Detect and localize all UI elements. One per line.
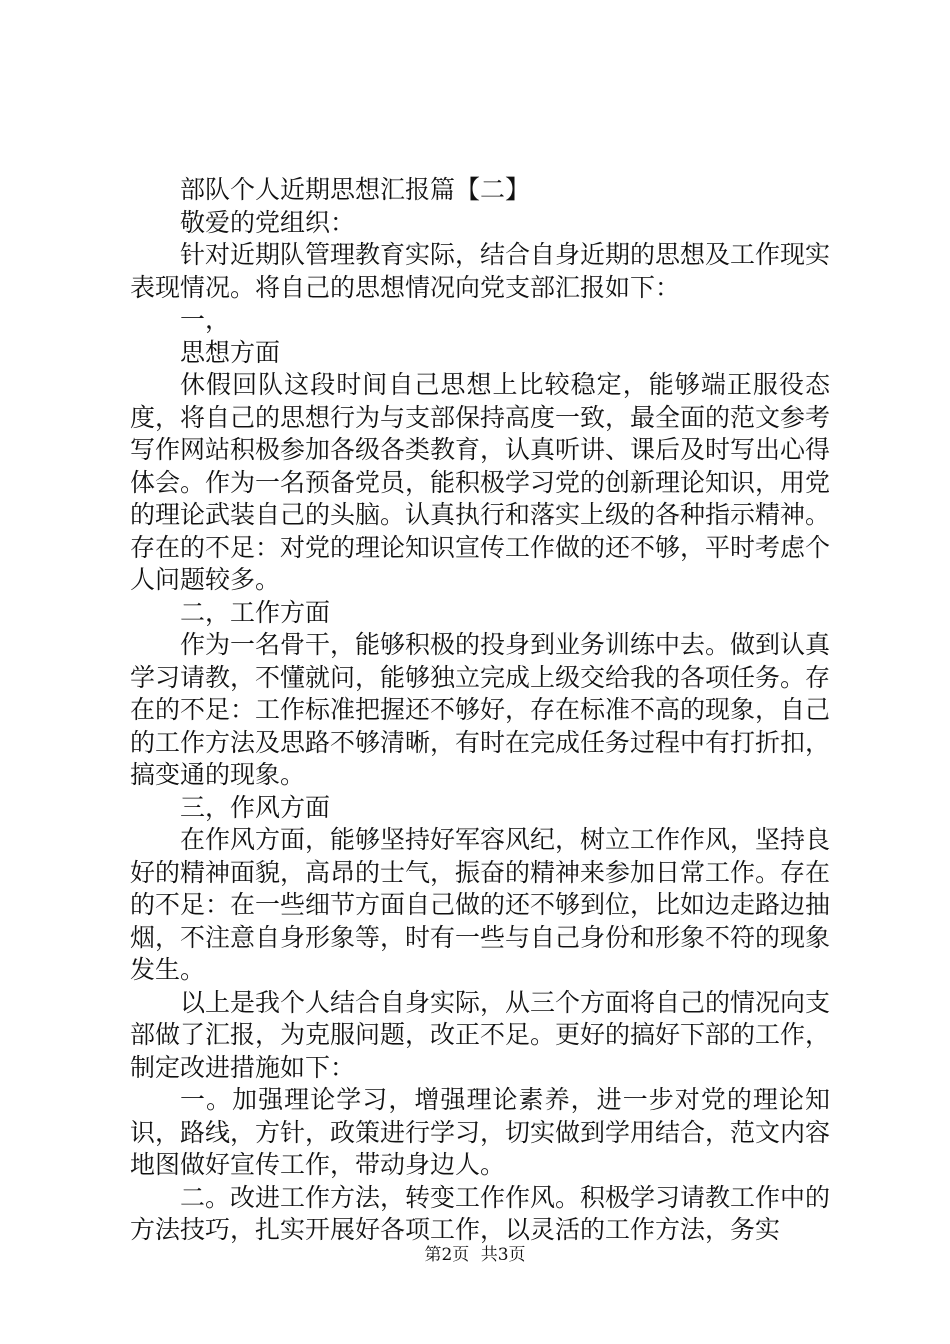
page-total: 共3页: [480, 1245, 526, 1265]
measure-1-paragraph: 一。加强理论学习，增强理论素养，进一步对党的理论知识，路线，方针，政策进行学习，切实做到学用结合，范文内容地图做好宣传工作，带动身边人。: [130, 1085, 831, 1179]
section-1-heading: 思想方面: [180, 337, 281, 367]
page-footer: [0, 1245, 950, 1265]
document-body: [130, 174, 830, 1247]
summary-paragraph: 以上是我个人结合自身实际，从三个方面将自己的情况向支部做了汇报，为克服问题，改正不足。更好的搞好下部的工作，制定改进措施如下：: [130, 987, 831, 1082]
page-number: 第2页: [424, 1245, 470, 1265]
section-3-body: 在作风方面，能够坚持好军容风纪，树立工作作风，坚持良好的精神面貌，高昂的士气，振奋的精神来参加日常工作。存在的不足：在一些细节方面自己做的还不够到位，比如边走路边抽烟，不注意自身形象等，时有一些与自己身份和形象不符的现象发生。: [130, 825, 831, 984]
section-3-heading: 三，作风方面: [180, 792, 331, 822]
measure-2-paragraph: 二。改进工作方法，转变工作作风。积极学习请教工作中的方法技巧，扎实开展好各项工作，以灵活的工作方法，务实: [130, 1182, 831, 1244]
section-1-number: 一，: [180, 305, 231, 334]
section-1-body: 休假回队这段时间自己思想上比较稳定，能够端正服役态度，将自己的思想行为与支部保持高度一致，最全面的范文参考写作网站积极参加各级各类教育，认真听讲、课后及时写出心得体会。作为一名预备党员，能积极学习党的创新理论知识，用党的理论武装自己的头脑。认真执行和落实上级的各种指示精神。存在的不足：对党的理论知识宣传工作做的还不够，平时考虑个人问题较多。: [130, 370, 831, 594]
document-title: 部队个人近期思想汇报篇【二】: [180, 175, 531, 204]
intro-paragraph: 针对近期队管理教育实际，结合自身近期的思想及工作现实表现情况。将自己的思想情况向党支部汇报如下：: [130, 240, 831, 302]
salutation: 敬爱的党组织：: [180, 207, 356, 237]
section-2-heading: 二，工作方面: [180, 597, 331, 627]
section-2-body: 作为一名骨干，能够积极的投身到业务训练中去。做到认真学习请教，不懂就问，能够独立完成上级交给我的各项任务。存在的不足：工作标准把握还不够好，存在标准不高的现象，自己的工作方法及思路不够清晰，有时在完成任务过程中有打折扣，搞变通的现象。: [130, 630, 831, 789]
